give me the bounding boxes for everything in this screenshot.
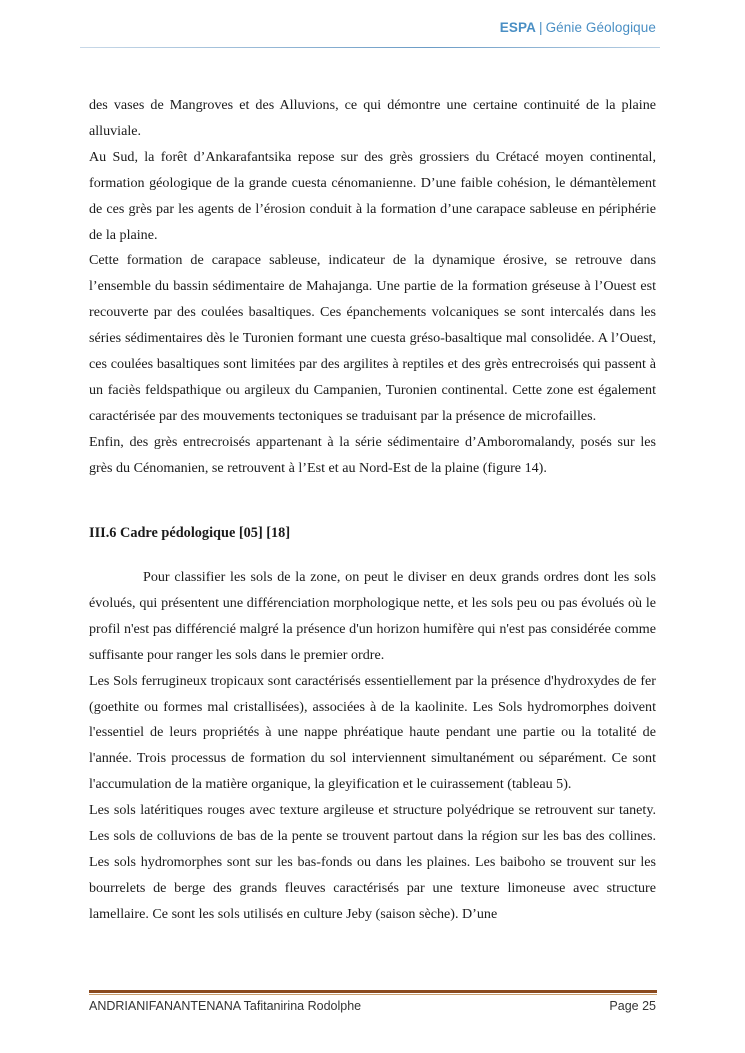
header-org: ESPA <box>499 20 536 35</box>
paragraph: Pour classifier les sols de la zone, on peut le diviser en deux grands ordres dont les sols évolués, qui présentent une différenciation morphologique nette, et les sols peu ou pas évolués où le profil n'est pas différencié malgré la présence d'un horizon humifère qui n'est pas considérée comme suffisante pour ranger les sols dans le premier ordre. <box>89 569 656 663</box>
header-rule <box>80 47 660 48</box>
paragraph: Les Sols ferrugineux tropicaux sont caractérisés essentiellement par la présence d'hydroxydes de fer (goethite ou formes mal cristallisées), associées à de la kaolinite. Les Sols hydromorphes doivent l'essentiel de leurs propriétés à une nappe phréatique haute pendant une partie ou la totalité de l'année. Trois processus de formation du sol interviennent simultanément ou séparément. Ce sont l'accumulation de la matière organique, la gleyification et le cuirassement (tableau 5). <box>89 672 656 793</box>
paragraph: Enfin, des grès entrecroisés appartenant à la série sédimentaire d’Amboromalandy, posés sur les grès du Cénomanien, se retrouvent à l’Est et au Nord-Est de la plaine (figure 14). <box>89 433 656 476</box>
body-text <box>89 93 656 482</box>
page-number: Page 25 <box>609 999 656 1013</box>
section-body <box>89 565 656 928</box>
paragraph: des vases de Mangroves et des Alluvions, ce qui démontre une certaine continuité de la plaine alluviale. <box>89 97 656 139</box>
footer-rule <box>89 990 657 993</box>
header-separator: | <box>538 20 543 35</box>
footer-author: ANDRIANIFANANTENANA Tafitanirina Rodolphe <box>89 999 362 1013</box>
paragraph: Cette formation de carapace sableuse, indicateur de la dynamique érosive, se retrouve dans l’ensemble du bassin sédimentaire de Mahajanga. Une partie de la formation gréseuse à l’Ouest est recouverte par des coulées basaltiques. Ces épanchements volcaniques se sont intercalés dans les séries sédimentaires dès le Turonien formant une cuesta gréso-basaltique mal consolidée. A l’Ouest, ces coulées basaltiques sont limitées par des argilites à reptiles et des grès entrecroisés qui passent à un faciès feldspathique ou argileux du Campanien, Turonien continental. Cette zone est également caractérisée par des mouvements tectoniques se traduisant par la présence de microfailles. <box>89 252 656 424</box>
header-department: Génie Géologique <box>545 20 656 35</box>
footer-rule-thin <box>89 994 657 995</box>
paragraph: Au Sud, la forêt d’Ankarafantsika repose sur des grès grossiers du Crétacé moyen continental, formation géologique de la grande cuesta cénomanienne. D’une faible cohésion, le démantèlement de ces grès par les agents de l’érosion conduit à la formation d’une carapace sableuse en périphérie de la plaine. <box>89 148 656 243</box>
paragraph: Les sols latéritiques rouges avec texture argileuse et structure polyédrique se retrouvent sur tanety. Les sols de colluvions de bas de la pente se trouvent partout dans la région sur les bas des collines. Les sols hydromorphes sont sur les bas-fonds ou dans les plaines. Les baiboho se trouvent sur les bourrelets de berge des grands fleuves caractérisés par une texture limoneuse avec structure lamellaire. Ce sont les sols utilisés en culture Jeby (saison sèche). D’une <box>89 802 656 922</box>
page-header <box>500 20 656 35</box>
section-heading: III.6 Cadre pédologique [05] [18] <box>89 525 291 541</box>
